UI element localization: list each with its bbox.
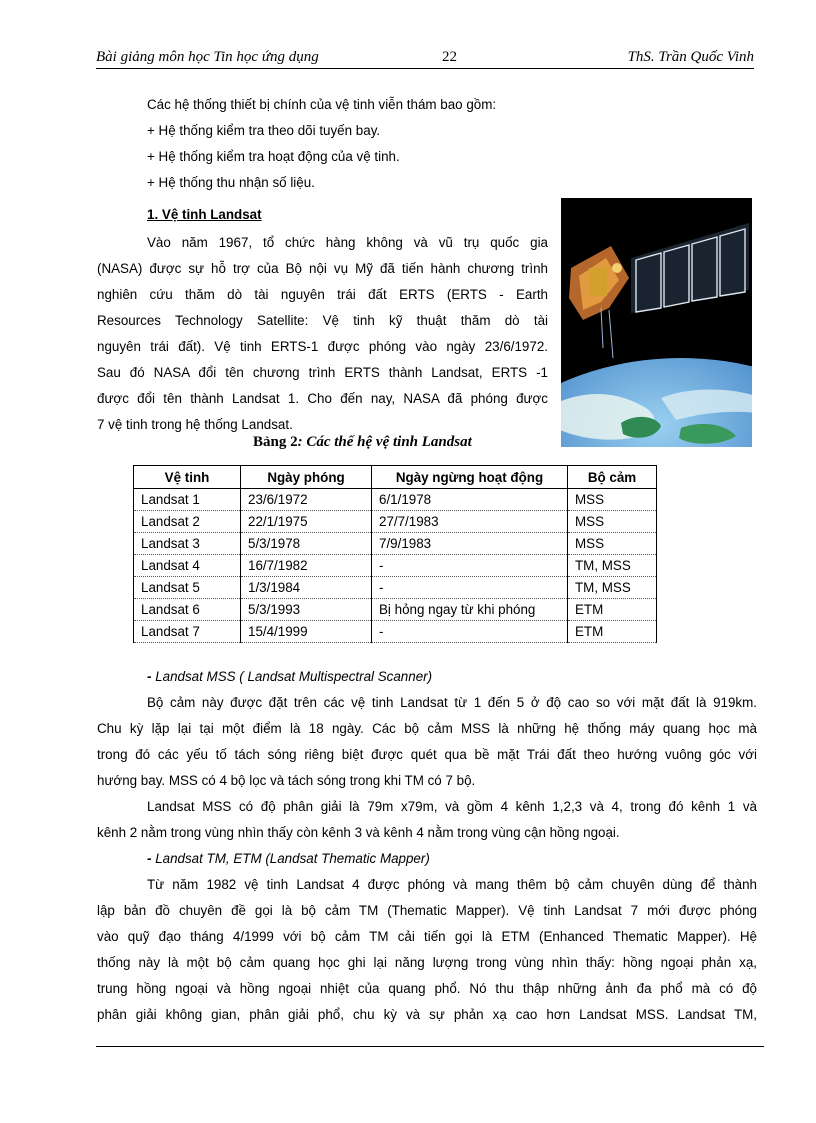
footer-rule bbox=[96, 1046, 764, 1047]
table-cell: ETM bbox=[568, 621, 657, 643]
table-cell: 15/4/1999 bbox=[241, 621, 372, 643]
table-cell: Bị hỏng ngay từ khi phóng bbox=[372, 599, 568, 621]
table-caption: Bảng 2: Các thế hệ vệ tinh Landsat bbox=[253, 434, 472, 450]
table-cell: 6/1/1978 bbox=[372, 489, 568, 511]
table-cell: 1/3/1984 bbox=[241, 577, 372, 599]
table-cell: 22/1/1975 bbox=[241, 511, 372, 533]
header-course-title: Bài giảng môn học Tin học ứng dụng bbox=[96, 49, 319, 65]
table-cell: - bbox=[372, 577, 568, 599]
paragraph-line: (NASA) được sự hỗ trợ của Bộ nội vụ Mỹ đã tiến hành chương trình bbox=[97, 261, 548, 276]
intro-line: Các hệ thống thiết bị chính của vệ tinh viễn thám bao gồm: bbox=[147, 97, 497, 112]
table-row bbox=[134, 533, 657, 555]
table-cell: - bbox=[372, 555, 568, 577]
table-cell: Landsat 6 bbox=[134, 599, 241, 621]
paragraph-line: Sau đó NASA đổi tên chương trình ERTS thành Landsat, ERTS -1 bbox=[97, 365, 548, 380]
paragraph-line: nghiên cứu thăm dò tài nguyên trái đất ERTS (ERTS - Earth bbox=[97, 287, 548, 302]
table-cell: 27/7/1983 bbox=[372, 511, 568, 533]
paragraph-line: trung hồng ngoại và hồng ngoại nhiệt của quang phổ. Nó thu thập những ảnh đa phổ mà có độ bbox=[97, 981, 757, 996]
table-row bbox=[134, 577, 657, 599]
table-row bbox=[134, 621, 657, 643]
table-cell: Landsat 7 bbox=[134, 621, 241, 643]
header-author: ThS. Trần Quốc Vinh bbox=[627, 49, 754, 65]
paragraph-line: kênh 2 nằm trong vùng nhìn thấy còn kênh 3 và kênh 4 nằm trong vùng cận hồng ngoại. bbox=[97, 825, 620, 840]
paragraph-line: hướng bay. MSS có 4 bộ lọc và tách sóng trong khi TM có 7 bộ. bbox=[97, 773, 476, 788]
section-heading: 1. Vệ tinh Landsat bbox=[147, 207, 262, 222]
page-number: 22 bbox=[442, 49, 457, 65]
column-header: Ngày ngừng hoạt động bbox=[372, 466, 568, 489]
paragraph-line: Resources Technology Satellite: Vệ tinh kỹ thuật thăm dò tài bbox=[97, 313, 548, 328]
paragraph-line: Chu kỳ lặp lại tại một điểm là 18 ngày. Các bộ cảm MSS là những hệ thống máy quang học mà bbox=[97, 721, 757, 736]
table-cell: 16/7/1982 bbox=[241, 555, 372, 577]
table-cell: 23/6/1972 bbox=[241, 489, 372, 511]
paragraph-line: vào quỹ đạo tháng 4/1999 với bộ cảm TM cải tiến gọi là ETM (Enhanced Thematic Mapper). Hệ bbox=[97, 929, 757, 944]
paragraph-line: trong đó các yếu tố tách sóng riêng biệt được quét qua bề mặt Trái đất theo hướng vuông góc với bbox=[97, 747, 757, 762]
table-row bbox=[134, 489, 657, 511]
table-row bbox=[134, 555, 657, 577]
satellite-over-earth-icon bbox=[561, 198, 752, 447]
paragraph-line: Bộ cảm này được đặt trên các vệ tinh Landsat từ 1 đến 5 ở độ cao so với mặt đất là 919km. bbox=[147, 695, 757, 710]
table-cell: 5/3/1993 bbox=[241, 599, 372, 621]
table-cell: ETM bbox=[568, 599, 657, 621]
page-header bbox=[96, 46, 754, 69]
table-cell: Landsat 3 bbox=[134, 533, 241, 555]
table-cell: Landsat 1 bbox=[134, 489, 241, 511]
column-header: Ngày phóng bbox=[241, 466, 372, 489]
paragraph-line: Vào năm 1967, tổ chức hàng không và vũ trụ quốc gia bbox=[147, 235, 548, 250]
column-header: Bộ cảm bbox=[568, 466, 657, 489]
table-cell: Landsat 4 bbox=[134, 555, 241, 577]
table-cell: TM, MSS bbox=[568, 577, 657, 599]
table-cell: - bbox=[372, 621, 568, 643]
paragraph-line: nguyên trái đất). Vệ tinh ERTS-1 được phóng vào ngày 23/6/1972. bbox=[97, 339, 548, 354]
paragraph-line: Từ năm 1982 vệ tinh Landsat 4 được phóng và mang thêm bộ cảm chuyên dùng để thành bbox=[147, 877, 757, 892]
intro-item: + Hệ thống kiểm tra theo dõi tuyến bay. bbox=[147, 123, 381, 138]
subsection-heading: - Landsat TM, ETM (Landsat Thematic Mapper) bbox=[147, 851, 430, 866]
subsection-heading: - Landsat MSS ( Landsat Multispectral Scanner) bbox=[147, 669, 433, 684]
paragraph-line: lập bản đồ chuyên đề gọi là bộ cảm TM (Thematic Mapper). Vệ tinh Landsat 7 mới được phóng bbox=[97, 903, 757, 918]
table-cell: 7/9/1983 bbox=[372, 533, 568, 555]
table-header-row bbox=[134, 466, 657, 489]
paragraph-line: Landsat MSS có độ phân giải là 79m x79m, và gồm 4 kênh 1,2,3 và 4, trong đó kênh 1 và bbox=[147, 799, 757, 814]
paragraph-line: phân giải không gian, phân giải phổ, chu kỳ và sự phản xạ cao hơn Landsat MSS. Landsat TM, bbox=[97, 1007, 757, 1022]
table-row bbox=[134, 599, 657, 621]
paragraph-line: thống này là một bộ cảm quang học ghi lại năng lượng trong vùng nhìn thấy: hồng ngoại phản xạ, bbox=[97, 955, 757, 970]
landsat-generations-table bbox=[133, 465, 657, 643]
intro-item: + Hệ thống kiểm tra hoạt động của vệ tinh. bbox=[147, 149, 400, 164]
table-cell: 5/3/1978 bbox=[241, 533, 372, 555]
landsat-satellite-image bbox=[561, 198, 752, 447]
table-cell: TM, MSS bbox=[568, 555, 657, 577]
table-cell: MSS bbox=[568, 489, 657, 511]
table-cell: Landsat 5 bbox=[134, 577, 241, 599]
table-cell: Landsat 2 bbox=[134, 511, 241, 533]
intro-item: + Hệ thống thu nhận số liệu. bbox=[147, 175, 315, 190]
paragraph-line: 7 vệ tinh trong hệ thống Landsat. bbox=[97, 417, 293, 432]
table-cell: MSS bbox=[568, 533, 657, 555]
paragraph-line: được đổi tên thành Landsat 1. Cho đến nay, NASA đã phóng được bbox=[97, 391, 548, 406]
table-cell: MSS bbox=[568, 511, 657, 533]
table-row bbox=[134, 511, 657, 533]
column-header: Vệ tinh bbox=[134, 466, 241, 489]
